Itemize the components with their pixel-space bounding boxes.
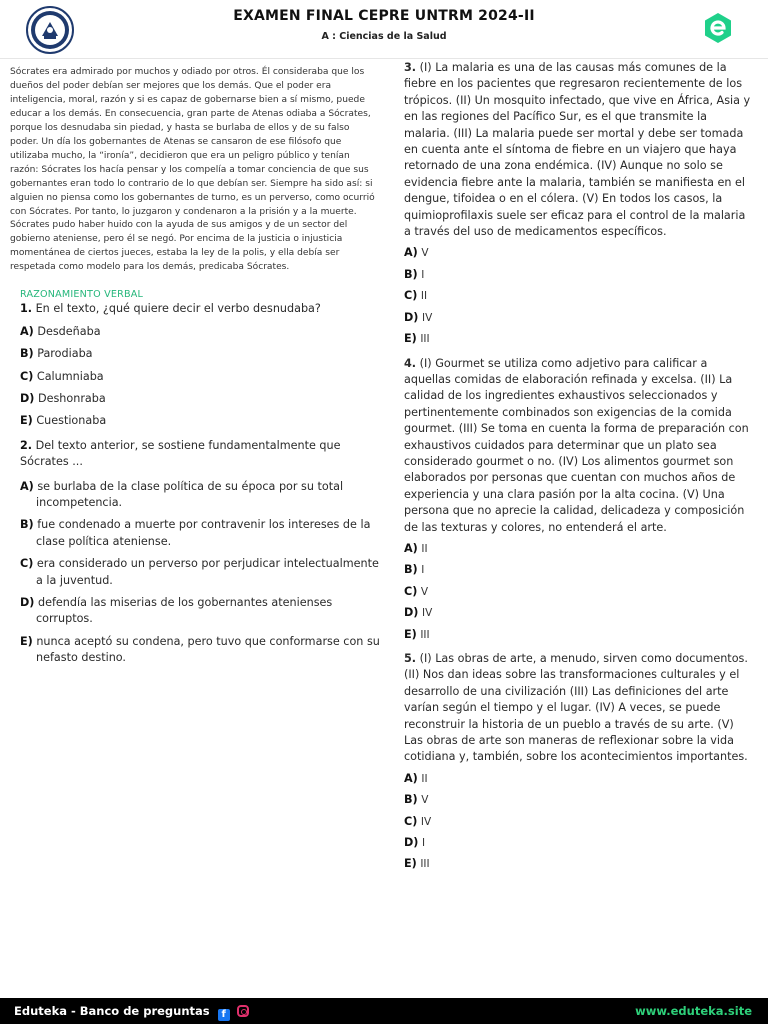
footer-website-link[interactable]: www.eduteka.site [635,1004,752,1018]
option-letter: C) [404,289,418,303]
option-letter: A) [404,246,418,260]
option-letter: E) [404,332,417,346]
option-letter: B) [20,347,34,361]
option-text: III [420,858,430,871]
option-a[interactable] [404,245,752,261]
option-text: era considerado un perverso por perjudicar intelectualmente a la juventud. [36,557,379,587]
option-d[interactable] [404,605,752,621]
option-letter: B) [404,267,418,281]
option-letter: A) [20,479,34,493]
option-letter: A) [404,541,418,555]
option-e[interactable] [404,331,752,347]
option-e[interactable] [404,627,752,643]
exam-title: EXAMEN FINAL CEPRE UNTRM 2024-II [233,8,535,24]
option-text: III [420,333,430,346]
right-column [392,60,752,881]
option-b[interactable] [404,562,752,578]
option-letter: D) [404,310,419,324]
option-letter: B) [404,563,418,577]
option-letter: B) [404,793,418,807]
option-letter: C) [20,369,34,383]
question-stem [404,60,752,240]
option-letter: C) [404,814,418,828]
question-number: 1. [20,302,33,316]
question-text: En el texto, ¿qué quiere decir el verbo desnudaba? [35,302,321,316]
option-text: nunca aceptó su condena, pero tuvo que conformarse con su nefasto destino. [36,634,380,665]
question-3 [392,60,752,348]
option-text: IV [420,815,432,828]
option-letter: A) [20,324,34,338]
option-letter: D) [404,836,419,850]
option-c[interactable] [404,288,752,304]
question-text: (I) Las obras de arte, a menudo, sirven como documentos. (II) Nos dan ideas sobre las transformaciones culturales y el desarrollo de una civilización (III) Las definiciones del arte varían según el tiempo y el lugar. (IV) A veces, se puede reconstruir la historia de un pueblo a través de su arte. (V) Las obras de arte son maneras de reflexionar sobre la vida cotidiana y, también, sobre los acontecimientos importantes. [404,652,748,764]
question-stem [404,356,752,536]
option-letter: D) [20,391,35,405]
option-d[interactable] [20,391,382,407]
eduteka-e-logo-icon [702,12,734,44]
exam-subtitle: A : Ciencias de la Salud [321,31,447,42]
option-b[interactable] [20,346,382,362]
question-stem [20,301,382,317]
option-text: IV [421,311,433,324]
option-e[interactable] [404,856,752,872]
option-c[interactable] [404,814,752,830]
option-letter: E) [404,857,417,871]
option-letter: D) [404,606,419,620]
option-c[interactable] [404,584,752,600]
option-text: V [420,585,429,598]
option-d[interactable] [404,310,752,326]
question-stem [404,651,752,766]
question-5 [392,651,752,873]
option-letter: E) [20,414,33,428]
option-text: V [421,794,429,807]
option-b[interactable] [404,792,752,808]
section-label: RAZONAMIENTO VERBAL [20,289,144,301]
option-text: fue condenado a muerte por contravenir los intereses de la clase política ateniense. [36,518,371,548]
option-text: I [421,268,425,281]
option-text: III [420,628,430,641]
option-text: se burlaba de la clase política de su época por su total incompetencia. [36,479,344,509]
question-1 [20,301,382,429]
option-text: Calumniaba [36,369,104,383]
question-stem [20,438,382,471]
option-a[interactable] [20,324,382,340]
footer-brand-text: Eduteka - Banco de preguntas [14,1004,210,1018]
option-text: defendía las miserias de los gobernantes atenienses corruptos. [36,595,333,626]
option-text: II [421,542,428,555]
option-a[interactable] [20,479,382,512]
question-4 [392,356,752,644]
option-e[interactable] [20,413,382,429]
option-c[interactable] [20,369,382,385]
option-text: V [421,247,429,260]
instagram-icon[interactable] [237,1005,249,1017]
question-number: 2. [20,438,33,452]
option-text: Desdeñaba [37,324,101,338]
option-b[interactable] [404,267,752,283]
exam-header [0,0,768,58]
option-text: Parodiaba [37,347,93,361]
page-footer [0,998,768,1024]
question-2 [20,438,382,667]
option-e[interactable] [20,634,382,667]
option-text: Deshonraba [37,391,106,405]
question-text: (I) Gourmet se utiliza como adjetivo para calificar a aquellas comidas de elaboración refinada y excelsa. (II) La calidad de los ingredientes exhaustivos seleccionados y pertinentemente combinados son exigencias de la comida gourmet. (III) Se toma en cuenta la forma de preparación con exhaustivos cuidados para determinar que un plato sea considerado gourmet o no. (IV) Los alimentos gourmet son elaborados por personas que cuentan con muchos años de experiencia y una clara pasión por la alta cocina. (V) Una persona que no aprecie la calidad, delicadeza y composición de las texturas y colores, no entenderá el arte. [404,356,749,534]
option-letter: C) [20,557,34,571]
option-text: II [420,290,428,303]
option-d[interactable] [20,595,382,628]
option-letter: E) [404,627,417,641]
option-letter: B) [20,518,34,532]
option-letter: C) [404,584,418,598]
option-a[interactable] [404,771,752,787]
option-text: II [421,772,428,785]
option-text: IV [421,607,433,620]
question-number: 5. [404,652,417,665]
question-text: Del texto anterior, se sostiene fundamentalmente que Sócrates ... [20,438,341,469]
facebook-icon[interactable]: f [218,1009,230,1021]
left-column [10,66,382,667]
question-number: 3. [404,61,417,74]
option-text: I [421,564,425,577]
option-text: Cuestionaba [36,414,107,428]
reading-passage: Sócrates era admirado por muchos y odiado por otros. Él consideraba que los dueños del poder debían ser mejores que los demás. Que el poder era inteligencia, moral, razón y si es capaz de gobernarse bien a sí mismo, puede educar a los demás. En consecuencia, gran parte de Atenas odiaba a Sócrates, porque los desnudaba sin piedad, y hasta se burlaba de ellos y de su falso poder. Un día los gobernantes de Atenas se cansaron de ese filósofo que utilizaba mucho, la “ironía”, decidieron que era un peligro público y tenían razón: Sócrates los hacía pensar y los compelía a tomar conciencia de que sus gobernantes eran todo lo contrario de lo que debían ser. Siempre ha sido así: si alguien no piensa como los gobernantes de turno, es un perverso, como ocurrió con Sócrates. Por tanto, lo juzgaron y condenaron a la prisión y a la muerte. Sócrates pudo haber huido con la ayuda de sus amigos y de un sector del gobierno ateniense, pero él se negó. Por encima de la justicia o injusticia momentánea de ciertos jueces, estaba la ley de la polis, y ella debía ser respetada como modelo para los demás, predicaba Sócrates. [10,67,375,273]
footer-brand [14,1004,249,1021]
option-letter: E) [20,634,33,648]
question-number: 4. [404,356,417,370]
option-d[interactable] [404,835,752,851]
option-text: I [421,837,426,850]
option-b[interactable] [20,517,382,550]
question-text: (I) La malaria es una de las causas más comunes de la fiebre en los pacientes que regresaron recientemente de los trópicos. (II) Un mosquito infectado, que vive en África, Asia y en las regiones del Pacífico Sur, es el que transmite la malaria. (III) La malaria puede ser mortal y debe ser tomada en cuenta ante el síntoma de fiebre en un viajero que haya retornado de una zona endémica. (IV) Aunque no solo se evidencia fiebre ante la malaria, también se manifiesta en el dengue, tifoidea o en el cólera. (V) En todos los casos, la quimioprofilaxis suele ser eficaz para el control de la malaria a través del uso de medicamentos específicos. [404,61,751,239]
option-letter: D) [20,595,35,609]
option-letter: A) [404,771,418,785]
header-divider [0,58,768,59]
option-c[interactable] [20,556,382,589]
option-a[interactable] [404,541,752,557]
